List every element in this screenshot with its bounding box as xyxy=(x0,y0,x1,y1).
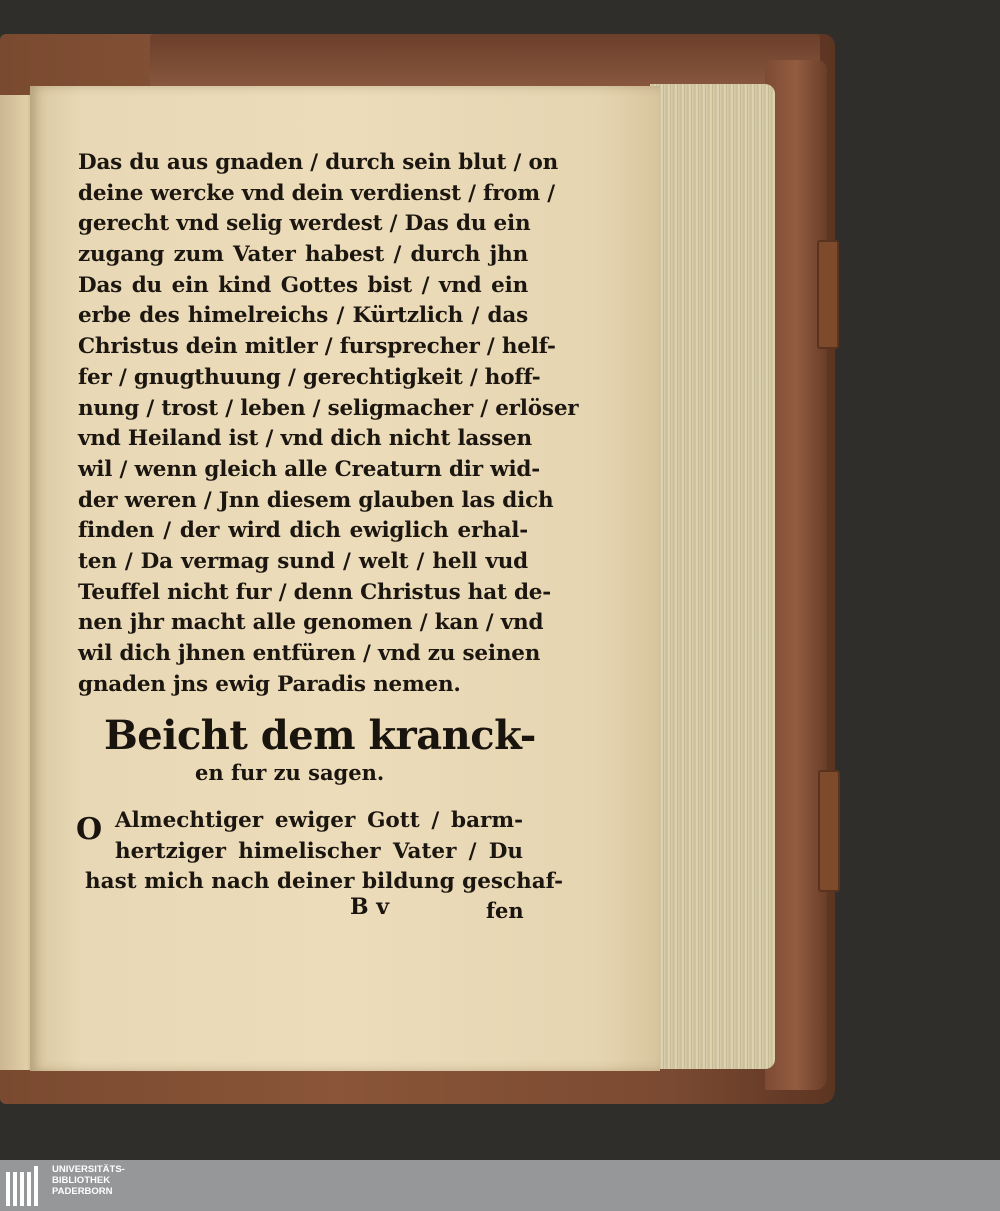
library-logo-icon xyxy=(6,1166,46,1206)
section-heading: Beicht dem kranck- xyxy=(104,712,536,759)
text-line: vnd Heiland ist / vnd dich nicht lassen xyxy=(78,426,532,452)
footer-bar xyxy=(0,1160,1000,1211)
page-block-edges xyxy=(650,84,775,1069)
text-line: Das du aus gnaden / durch sein blut / on xyxy=(78,150,559,175)
clasp-top xyxy=(817,240,839,349)
text-line: Christus dein mitler / fursprecher / helf- xyxy=(78,334,556,360)
text-line: gnaden jns ewig Paradis nemen. xyxy=(78,671,461,697)
section-subheading: en fur zu sagen. xyxy=(195,760,385,785)
logo-line: PADERBORN xyxy=(52,1186,113,1197)
text-line: erbe des himelreichs / Kürtzlich / das xyxy=(78,303,528,329)
text-line: der weren / Jnn diesem glauben las dich xyxy=(78,487,554,513)
initial-letter: O xyxy=(76,812,103,847)
library-logo-text xyxy=(52,1164,125,1197)
text-line: zugang zum Vater habest / durch jhn xyxy=(78,242,528,268)
logo-line: BIBLIOTHEK xyxy=(52,1175,111,1186)
prayer-line: hast mich nach deiner bildung geschaf- xyxy=(85,869,564,895)
text-line: deine wercke vnd dein verdienst / from / xyxy=(78,180,555,206)
catchword: fen xyxy=(486,898,524,923)
text-line: wil dich jhnen entfüren / vnd zu seinen xyxy=(78,641,541,666)
text-line: gerecht vnd selig werdest / Das du ein xyxy=(78,211,531,237)
signature-mark: B v xyxy=(350,894,390,920)
text-line: fer / gnugthuung / gerechtigkeit / hoff- xyxy=(78,364,541,390)
text-line: Das du ein kind Gottes bist / vnd ein xyxy=(78,272,528,298)
body-text xyxy=(78,148,579,700)
prayer-text xyxy=(85,806,564,898)
text-line: nung / trost / leben / seligmacher / erlöser xyxy=(78,395,579,421)
prayer-line: Almechtiger ewiger Gott / barm- xyxy=(115,808,523,833)
clasp-bottom xyxy=(818,770,840,892)
text-line: finden / der wird dich ewiglich erhal- xyxy=(78,518,528,544)
logo-line: UNIVERSITÄTS- xyxy=(52,1164,125,1175)
text-line: ten / Da vermag sund / welt / hell vud xyxy=(78,548,528,574)
text-line: nen jhr macht alle genomen / kan / vnd xyxy=(78,610,544,636)
text-line: wil / wenn gleich alle Creaturn dir wid- xyxy=(78,456,540,482)
prayer-line: hertziger himelischer Vater / Du xyxy=(115,838,523,864)
text-line: Teuffel nicht fur / denn Christus hat de- xyxy=(78,579,552,605)
